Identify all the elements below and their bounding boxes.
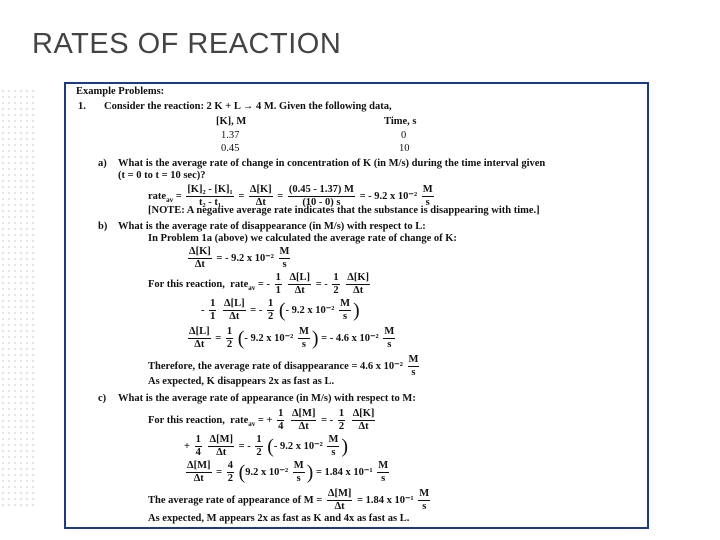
- dk-equation: [186, 246, 292, 271]
- fraction: [223, 298, 246, 323]
- numerator: M: [422, 184, 434, 197]
- denominator: s: [342, 311, 348, 323]
- fraction: [226, 326, 233, 351]
- denominator: 2: [256, 447, 262, 459]
- part-c-letter: c): [98, 393, 107, 404]
- fraction: [346, 272, 370, 297]
- fraction: [267, 298, 274, 323]
- numerator: 1: [255, 434, 262, 447]
- equals: =: [175, 190, 182, 202]
- value: - 9.2 x 10⁻²: [273, 440, 323, 452]
- unit-fraction: [418, 488, 430, 513]
- appearance-line: [148, 488, 432, 513]
- denominator: s: [411, 367, 416, 379]
- label: The average rate of appearance of M =: [148, 494, 323, 506]
- fraction: [332, 272, 339, 297]
- operator: =: [216, 466, 223, 478]
- part-c-question: What is the average rate of appearance (in M/s) with respect to M:: [118, 393, 416, 404]
- denominator: Δt: [193, 473, 204, 485]
- numerator: 1: [275, 272, 282, 285]
- denominator: 2: [227, 473, 233, 485]
- numerator: Δ[K]: [249, 184, 273, 197]
- denominator: s: [387, 339, 392, 351]
- fraction: [352, 408, 376, 433]
- numerator: M: [408, 354, 420, 367]
- numerator: Δ[L]: [188, 326, 211, 339]
- rate-subscript: av: [166, 196, 174, 205]
- numerator: Δ[K]: [346, 272, 370, 285]
- result: = 1.84 x 10⁻¹: [315, 466, 373, 478]
- rate-definition-b: [148, 272, 372, 297]
- dl-result-line: $\frac{\Delta[L]}{\Delta t}$ = $\frac{1}{2}$ (- 9.2 x 10⁻² $\frac{M}{s}$ ) = - 4.6 x 10⁻² $\frac{M}{s}$: [189, 326, 395, 351]
- problem-number: 1.: [78, 101, 86, 112]
- operator: = -: [315, 278, 328, 290]
- value: - 9.2 x 10⁻²: [285, 304, 335, 316]
- operator: =: [215, 332, 222, 344]
- denominator: (10 - 0) s: [302, 197, 341, 209]
- fraction: [327, 488, 353, 513]
- denominator: 1: [210, 311, 216, 323]
- as-expected-b: As expected, K disappears 2x as fast as L.: [148, 376, 335, 387]
- substitution-line-c: + $\frac{1}{4}$ $\frac{\Delta[M]}{\Delta t}$ = - $\frac{1}{2}$ (- 9.2 x 10⁻² $\frac{M}{s}$ ): [184, 434, 349, 459]
- numerator: Δ[L]: [223, 298, 246, 311]
- label: Therefore, the average rate of disappearance: [148, 360, 349, 372]
- numerator: M: [293, 460, 305, 473]
- denominator: 4: [195, 447, 201, 459]
- numerator: M: [383, 326, 395, 339]
- value: = 1.84 x 10⁻¹: [356, 494, 414, 506]
- scanned-document: [64, 82, 649, 529]
- denominator: t₂ - t₁: [198, 197, 222, 209]
- denominator: Δt: [334, 501, 345, 513]
- fraction: [288, 272, 311, 297]
- operator: = +: [257, 414, 273, 426]
- table-cell: 1.37: [221, 130, 240, 141]
- unit-fraction: [327, 434, 339, 459]
- rate-subscript: av: [248, 284, 256, 293]
- result: = - 9.2 x 10⁻²: [359, 190, 418, 202]
- problem-text: Consider the reaction: 2 K + L → 4 M. Given the following data,: [104, 101, 392, 112]
- denominator: s: [282, 259, 287, 271]
- part-a-question: What is the average rate of change in concentration of K (in M/s) during the time interval given: [118, 158, 546, 169]
- rate-label: rate: [148, 190, 167, 202]
- denominator: s: [422, 501, 427, 513]
- table-cell: 0.45: [221, 143, 240, 154]
- numerator: 1: [332, 272, 339, 285]
- fraction: [186, 460, 212, 485]
- operator: = -: [250, 304, 263, 316]
- numerator: 1: [277, 408, 284, 421]
- numerator: Δ[M]: [291, 408, 317, 421]
- rate-definition-c: [148, 408, 377, 433]
- denominator: 1: [275, 285, 281, 297]
- part-b-intro: In Problem 1a (above) we calculated the average rate of change of K:: [148, 233, 457, 244]
- numerator: Δ[K]: [188, 246, 212, 259]
- operator: = -: [238, 440, 251, 452]
- table-cell: 10: [399, 143, 410, 154]
- equals: =: [277, 190, 284, 202]
- value: = 4.6 x 10⁻²: [351, 360, 403, 372]
- table-cell: 0: [401, 130, 407, 141]
- numerator: 1: [226, 326, 233, 339]
- part-a-question-cont: (t = 0 to t = 10 sec)?: [118, 170, 206, 181]
- numerator: M: [298, 326, 310, 339]
- denominator: s: [296, 473, 301, 485]
- unit-fraction: [298, 326, 310, 351]
- equals: =: [238, 190, 245, 202]
- numerator: M: [339, 298, 351, 311]
- denominator: 2: [267, 311, 274, 323]
- unit-fraction: [408, 354, 420, 379]
- denominator: 2: [338, 421, 345, 433]
- fraction: [227, 460, 234, 485]
- denominator: Δt: [298, 421, 309, 433]
- numerator: Δ[M]: [208, 434, 234, 447]
- denominator: s: [425, 197, 430, 209]
- unit-fraction: [377, 460, 389, 485]
- as-expected-c: As expected, M appears 2x as fast as K and 4x as fast as L.: [148, 513, 410, 524]
- part-a-letter: a): [98, 158, 107, 169]
- denominator: Δt: [216, 447, 227, 459]
- part-b-question: What is the average rate of disappearance (in M/s) with respect to L:: [118, 221, 426, 232]
- denominator: s: [331, 447, 336, 459]
- label: For this reaction,: [148, 414, 225, 426]
- fraction: [277, 408, 284, 433]
- numerator: 4: [227, 460, 234, 473]
- fraction: [209, 298, 216, 323]
- document-content: [66, 84, 647, 527]
- denominator: s: [301, 339, 306, 351]
- numerator: 1: [338, 408, 345, 421]
- denominator: Δt: [194, 339, 205, 351]
- numerator: M: [327, 434, 339, 447]
- fraction: [291, 408, 317, 433]
- value: = - 9.2 x 10⁻²: [216, 252, 274, 264]
- denominator: Δt: [294, 285, 305, 297]
- denominator: Δt: [255, 197, 266, 209]
- fraction: [188, 326, 211, 351]
- numerator: 1: [267, 298, 274, 311]
- fraction: [195, 434, 202, 459]
- numerator: Δ[K]: [352, 408, 376, 421]
- rate-label: rate: [230, 278, 249, 290]
- operator: -: [201, 304, 205, 316]
- numerator: M: [377, 460, 389, 473]
- table-header-concentration: [K], M: [216, 116, 247, 127]
- numerator: Δ[L]: [288, 272, 311, 285]
- part-b-letter: b): [98, 221, 108, 232]
- unit-fraction: [339, 298, 351, 323]
- example-heading: Example Problems:: [76, 86, 165, 97]
- unit-fraction: [383, 326, 395, 351]
- dm-result-line: $\frac{\Delta[M]}{\Delta t}$ = $\frac{4}{2}$ (9.2 x 10⁻² $\frac{M}{s}$ ) = 1.84 x 10⁻¹ $\frac{M}{s}$: [187, 460, 389, 485]
- slide-title: RATES OF REACTION: [32, 28, 342, 60]
- numerator: M: [418, 488, 430, 501]
- denominator: Δt: [194, 259, 205, 271]
- fraction: [255, 434, 262, 459]
- value: - 9.2 x 10⁻²: [244, 332, 294, 344]
- numerator: [K]₂ - [K]₁: [186, 184, 233, 197]
- numerator: M: [279, 246, 291, 259]
- result: = - 4.6 x 10⁻²: [321, 332, 379, 344]
- denominator: s: [381, 473, 386, 485]
- table-header-time: Time, s: [384, 116, 417, 127]
- value: 9.2 x 10⁻²: [245, 466, 289, 478]
- rate-subscript: av: [248, 420, 256, 429]
- numerator: 1: [195, 434, 202, 447]
- unit-fraction: [279, 246, 291, 271]
- fraction: [208, 434, 234, 459]
- denominator: 4: [278, 421, 284, 433]
- label: For this reaction,: [148, 278, 225, 290]
- numerator: Δ[M]: [186, 460, 212, 473]
- denominator: 2: [333, 285, 339, 297]
- fraction: [188, 246, 212, 271]
- operator: +: [184, 440, 190, 452]
- numerator: Δ[M]: [327, 488, 353, 501]
- numerator: (0.45 - 1.37) M: [288, 184, 355, 197]
- note-text: [NOTE: A negative average rate indicates that the substance is disappearing with time.]: [148, 205, 540, 216]
- unit-fraction: [293, 460, 305, 485]
- denominator: Δt: [229, 311, 240, 323]
- fraction: [275, 272, 282, 297]
- denominator: Δt: [353, 285, 364, 297]
- rate-label: rate: [230, 414, 249, 426]
- substitution-line: - $\frac{1}{1}$ $\frac{\Delta[L]}{\Delta t}$ = - $\frac{1}{2}$ (- 9.2 x 10⁻² $\frac{M}{s}$ ): [201, 298, 360, 323]
- decorative-dot-pattern: [0, 88, 36, 508]
- denominator: 2: [226, 339, 233, 351]
- fraction: [338, 408, 345, 433]
- operator: = -: [257, 278, 270, 290]
- numerator: 1: [209, 298, 216, 311]
- denominator: Δt: [358, 421, 369, 433]
- operator: = -: [321, 414, 334, 426]
